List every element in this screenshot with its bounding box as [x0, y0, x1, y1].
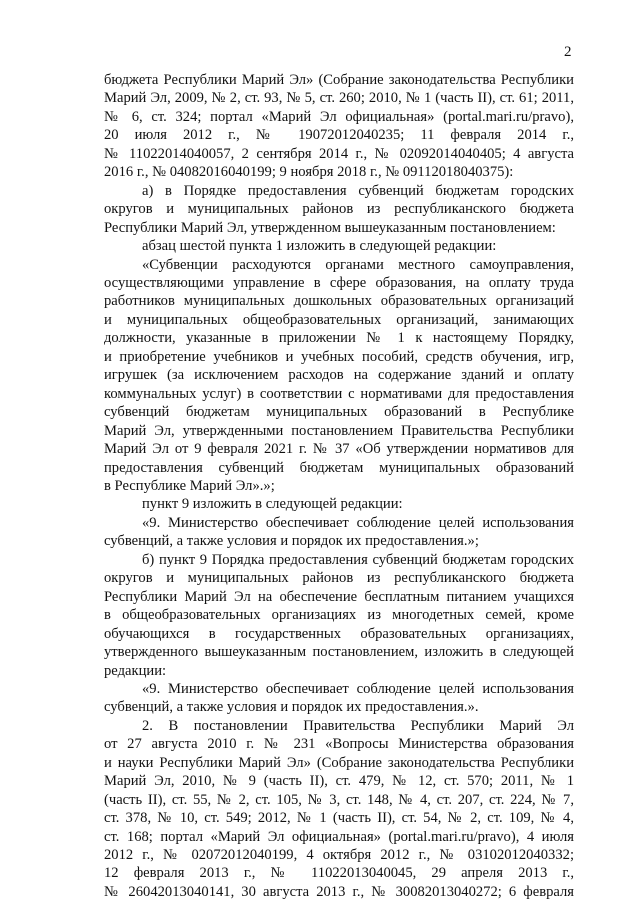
- page-number: 2: [564, 44, 572, 60]
- text-line: обучающихся в государственных образовательных организациях,: [104, 625, 574, 642]
- text-line: «9. Министерство обеспечивает соблюдение целей использования: [142, 680, 574, 697]
- text-line: № 26042013040141, 30 августа 2013 г., № 30082013040272; 6 февраля: [104, 883, 574, 900]
- text-line: абзац шестой пункта 1 изложить в следующей редакции:: [142, 238, 497, 255]
- text-line: № 6, ст. 324; портал «Марий Эл официальная» (portal.mari.ru/pravo),: [104, 108, 574, 125]
- text-line: в Республике Марий Эл».»;: [104, 477, 275, 494]
- text-line: 2016 г., № 04082016040199; 9 ноября 2018 г., № 09112018040375):: [104, 164, 514, 181]
- text-line: субвенций, а также условия и порядок их предоставления.»;: [104, 533, 479, 550]
- text-line: Марий Эл от 9 февраля 2021 г. № 37 «Об утверждении нормативов для: [104, 441, 574, 458]
- text-line: 2. В постановлении Правительства Республики Марий Эл: [142, 717, 574, 734]
- text-line: должности, указанные в приложении № 1 к настоящему Порядку,: [104, 330, 574, 347]
- text-line: округов и муниципальных районов из республиканского бюджета: [104, 201, 574, 218]
- text-line: и муниципальных общеобразовательных организаций, занимающих: [104, 311, 574, 328]
- text-line: редакции:: [104, 662, 167, 679]
- text-line: «Субвенции расходуются органами местного самоуправления,: [142, 256, 574, 273]
- text-line: и науки Республики Марий Эл» (Собрание законодательства Республики: [104, 754, 574, 771]
- text-line: работников муниципальных дошкольных образовательных организаций: [104, 293, 574, 310]
- document-body: [104, 71, 574, 901]
- text-line: в общеобразовательных организациях из многодетных семей, кроме: [104, 607, 574, 624]
- text-line: Марий Эл, 2009, № 2, ст. 93, № 5, ст. 260; 2010, № 1 (часть II), ст. 61; 2011,: [104, 90, 574, 107]
- text-line: Республики Марий Эл на обеспечение бесплатным питанием учащихся: [104, 588, 574, 605]
- text-line: 12 февраля 2013 г., № 11022013040045, 29 апреля 2013 г.,: [104, 865, 574, 882]
- text-line: осуществляющими управление в сфере образования, на оплату труда: [104, 274, 574, 291]
- text-line: и приобретение учебников и учебных пособий, средств обучения, игр,: [104, 348, 574, 365]
- text-line: субвенций бюджетам муниципальных образований в Республике: [104, 404, 574, 421]
- text-line: Марий Эл, утвержденными постановлением Правительства Республики: [104, 422, 574, 439]
- text-line: от 27 августа 2010 г. № 231 «Вопросы Министерства образования: [104, 736, 574, 753]
- text-line: а) в Порядке предоставления субвенций бюджетам городских: [142, 182, 574, 199]
- text-line: 20 июля 2012 г., № 19072012040235; 11 февраля 2014 г.,: [104, 127, 574, 144]
- text-line: субвенций, а также условия и порядок их предоставления.».: [104, 699, 479, 716]
- text-line: коммунальных услуг) в соответствии с нормативами для предоставления: [104, 385, 574, 402]
- text-line: (часть II), ст. 55, № 2, ст. 105, № 3, ст. 148, № 4, ст. 207, ст. 224, № 7,: [104, 791, 574, 808]
- text-line: игрушек (за исключением расходов на содержание зданий и оплату: [104, 367, 574, 384]
- text-line: б) пункт 9 Порядка предоставления субвенций бюджетам городских: [142, 551, 574, 568]
- text-line: «9. Министерство обеспечивает соблюдение целей использования: [142, 514, 574, 531]
- text-line: Марий Эл, 2010, № 9 (часть II), ст. 479, № 12, ст. 570; 2011, № 1: [104, 773, 574, 790]
- text-line: утвержденного вышеуказанным постановлением, изложить в следующей: [104, 644, 574, 661]
- text-line: № 11022014040057, 2 сентября 2014 г., № 02092014040405; 4 августа: [104, 145, 574, 162]
- text-line: Республики Марий Эл, утвержденном вышеуказанным постановлением:: [104, 219, 556, 236]
- text-line: ст. 168; портал «Марий Эл официальная» (portal.mari.ru/pravo), 4 июля: [104, 828, 574, 845]
- text-line: бюджета Республики Марий Эл» (Собрание законодательства Республики: [104, 72, 574, 88]
- text-line: округов и муниципальных районов из республиканского бюджета: [104, 570, 574, 587]
- text-line: пункт 9 изложить в следующей редакции:: [142, 496, 403, 513]
- text-line: ст. 378, № 10, ст. 549; 2012, № 1 (часть II), ст. 54, № 2, ст. 109, № 4,: [104, 810, 574, 827]
- text-line: 2012 г., № 02072012040199, 4 октября 2012 г., № 03102012040332;: [104, 847, 574, 864]
- text-line: предоставления субвенций бюджетам муниципальных образований: [104, 459, 574, 476]
